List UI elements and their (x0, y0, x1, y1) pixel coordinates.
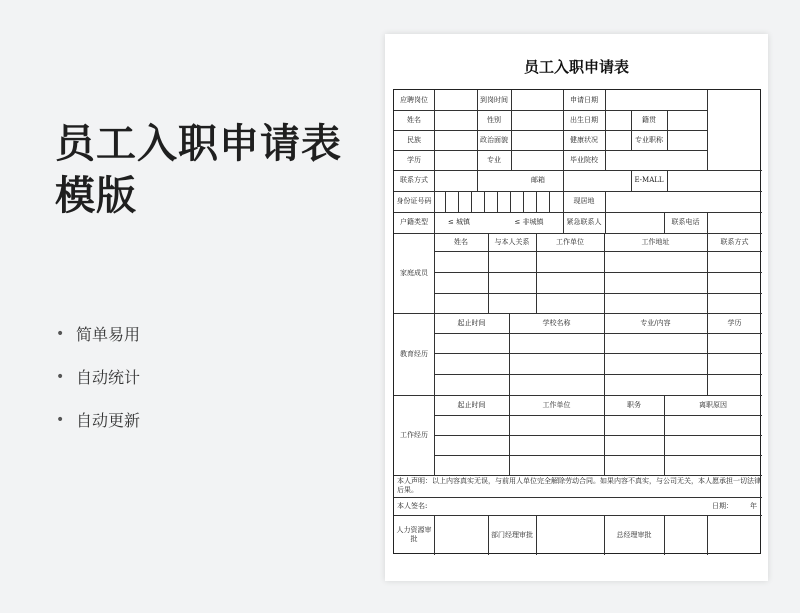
grid-line (434, 374, 762, 375)
grid-line (509, 395, 510, 475)
label-hukou-type: 户籍类型 (400, 218, 428, 226)
label-education-history: 教育经历 (400, 349, 428, 358)
grid-line (707, 313, 708, 395)
label-arrival-time: 到岗时间 (480, 95, 508, 104)
label-emergency-contact: 紧急联系人 (566, 218, 602, 226)
grid-line (394, 395, 762, 396)
grid-line (484, 191, 485, 212)
grid-line (563, 170, 564, 191)
label-birth-date: 出生日期 (570, 115, 598, 124)
grid-line (497, 191, 498, 212)
form-preview (385, 34, 768, 581)
bullet-icon: • (56, 411, 65, 428)
family-header-employer: 工作单位 (556, 237, 584, 246)
label-apply-date: 申请日期 (570, 95, 598, 104)
declaration-text: 本人声明：以上内容真实无误，与前用人单位完全解除劳动合同。如果内容不真实，与公司无关，本人愿承担一切法律后果。 (397, 477, 761, 494)
label-professional-title: 专业职称 (635, 135, 663, 144)
grid-line (707, 90, 708, 170)
grid-line (434, 212, 435, 233)
label-family-members: 家庭成员 (400, 268, 428, 277)
grid-line (434, 293, 762, 294)
grid-line (434, 233, 435, 313)
grid-line (536, 191, 537, 212)
grid-line (394, 475, 762, 476)
work-header-title: 职务 (627, 400, 641, 409)
edu-header-degree: 学历 (727, 318, 742, 327)
grid-line (434, 272, 762, 273)
label-native-place: 籍贯 (642, 115, 656, 124)
grid-line (605, 212, 606, 233)
grid-line (707, 515, 708, 555)
work-header-period: 起止时间 (457, 400, 486, 409)
feature-item (56, 312, 140, 355)
application-form-table (393, 89, 761, 554)
grid-line (605, 191, 606, 212)
grid-line (394, 150, 707, 151)
label-education: 学历 (407, 155, 421, 164)
grid-line (667, 170, 668, 191)
edu-header-major: 专业/内容 (640, 318, 671, 327)
grid-line (563, 90, 564, 170)
label-email-en: E-MALL (634, 176, 664, 184)
grid-line (604, 233, 605, 313)
grid-line (664, 212, 665, 233)
grid-line (458, 191, 459, 212)
grid-line (434, 395, 435, 475)
grid-line (488, 515, 489, 555)
work-header-employer: 工作单位 (542, 400, 571, 409)
grid-line (604, 395, 605, 475)
label-email: 邮箱 (531, 176, 545, 184)
grid-line (707, 212, 708, 233)
grid-line (604, 313, 605, 395)
bullet-icon: • (56, 368, 65, 385)
grid-line (509, 313, 510, 395)
grid-line (477, 170, 478, 191)
label-work-history: 工作经历 (400, 430, 428, 439)
family-header-contact: 联系方式 (720, 237, 749, 246)
grid-line (434, 333, 762, 334)
feature-list (56, 312, 140, 441)
label-political-status: 政治面貌 (480, 135, 508, 144)
grid-line (394, 497, 762, 498)
grid-line (477, 90, 478, 170)
label-graduate-school: 毕业院校 (570, 155, 598, 164)
label-major: 专业 (487, 155, 501, 164)
family-header-relation: 与本人关系 (494, 237, 530, 246)
grid-line (394, 130, 707, 131)
label-contact: 联系方式 (400, 176, 428, 184)
family-header-address: 工作地址 (641, 237, 670, 246)
grid-line (667, 110, 668, 150)
grid-line (523, 191, 524, 212)
label-id-number: 身份证号码 (396, 197, 432, 205)
grid-line (536, 515, 537, 555)
label-dept-manager-approval: 部门经理审批 (491, 530, 533, 539)
grid-line (604, 515, 605, 555)
grid-line (631, 110, 632, 150)
grid-line (434, 251, 762, 252)
feature-item (56, 398, 140, 441)
grid-line (434, 515, 435, 555)
grid-line (664, 515, 665, 555)
edu-header-school: 学校名称 (542, 318, 571, 327)
grid-line (707, 233, 708, 313)
grid-line (488, 233, 489, 313)
grid-line (445, 191, 446, 212)
grid-line (434, 90, 435, 170)
grid-line (394, 170, 762, 171)
grid-line (434, 415, 762, 416)
label-gender: 性别 (487, 115, 501, 124)
option-non-urban[interactable]: ≤ 非城镇 (514, 218, 544, 226)
label-signature: 本人签名: (397, 501, 428, 510)
label-date: 日期： (712, 501, 733, 510)
label-hr-approval: 人力资源审批 (396, 526, 432, 543)
feature-label: 自动统计 (76, 368, 141, 387)
grid-line (631, 170, 632, 191)
label-residence: 现居地 (573, 197, 595, 205)
label-name: 姓名 (407, 115, 421, 124)
grid-line (549, 191, 550, 212)
promo-title: 员工入职申请表模版 (55, 121, 342, 219)
grid-line (511, 90, 512, 170)
grid-line (394, 110, 707, 111)
grid-line (434, 170, 435, 191)
grid-line (434, 353, 762, 354)
bullet-icon: • (56, 325, 65, 342)
grid-line (563, 212, 564, 233)
label-ethnicity: 民族 (407, 135, 421, 144)
label-health: 健康状况 (570, 135, 598, 144)
family-header-name: 姓名 (454, 237, 468, 246)
grid-line (434, 191, 435, 212)
grid-line (536, 233, 537, 313)
grid-line (434, 455, 762, 456)
grid-line (563, 191, 564, 212)
label-contact-phone: 联系电话 (671, 218, 700, 226)
grid-line (471, 191, 472, 212)
option-urban[interactable]: ≤ 城镇 (447, 218, 471, 226)
form-title: 员工入职申请表 (523, 58, 629, 76)
grid-line (605, 90, 606, 170)
grid-line (394, 191, 762, 192)
label-year: 年 (750, 501, 757, 510)
label-gm-approval: 总经理审批 (616, 530, 652, 539)
feature-label: 自动更新 (76, 411, 141, 430)
grid-line (510, 191, 511, 212)
grid-line (664, 395, 665, 475)
feature-label: 简单易用 (76, 325, 141, 344)
grid-line (434, 313, 435, 395)
grid-line (434, 435, 762, 436)
work-header-leave-reason: 离职原因 (699, 400, 727, 409)
feature-item (56, 355, 140, 398)
label-position: 应聘岗位 (400, 95, 428, 104)
edu-header-period: 起止时间 (457, 318, 486, 327)
